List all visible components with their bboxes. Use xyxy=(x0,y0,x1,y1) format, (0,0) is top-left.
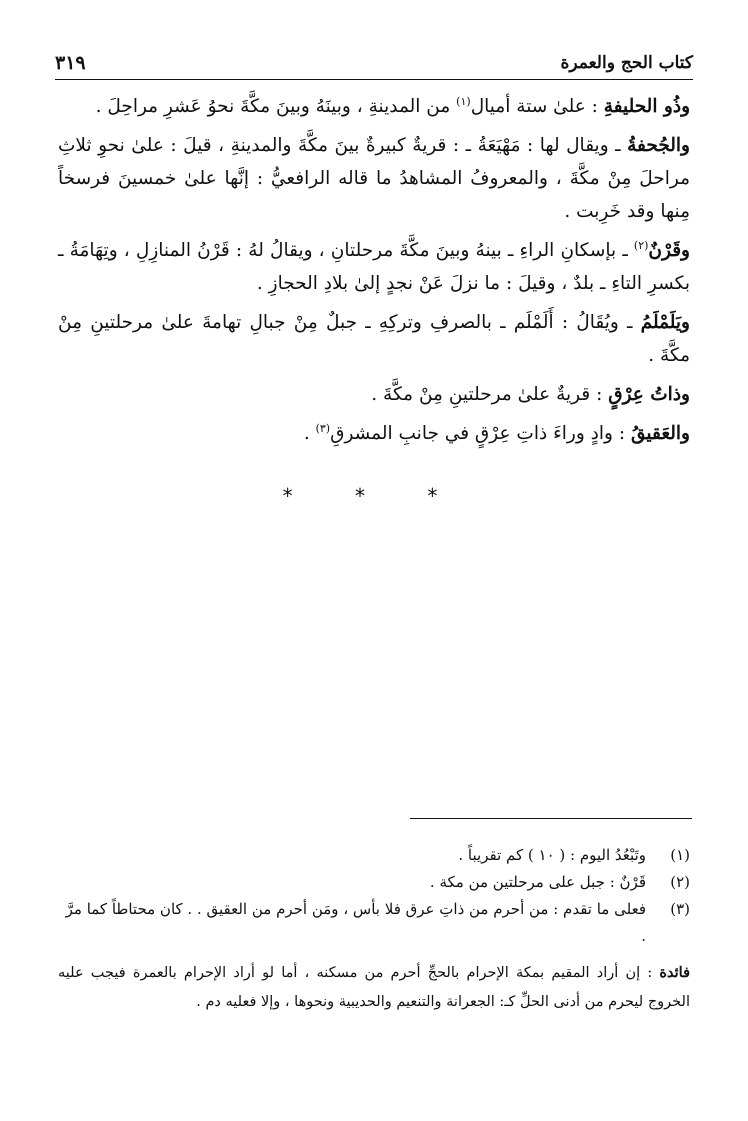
entry-qarn xyxy=(58,234,690,300)
page-number: ٣١٩ xyxy=(55,52,86,74)
entry-text: ـ بإسكانِ الراءِ ـ بينهُ وبينَ مكَّةَ مرحلتانِ ، ويقالُ لهُ : قَرْنُ المنازِلِ ، وتِهَامَةُ ـ بكسرِ التاءِ ـ بلدٌ ، وقيلَ : ما نزلَ عَنْ نجدٍ إلىٰ بلادِ الحجازِ . xyxy=(58,240,690,294)
main-text xyxy=(58,90,690,456)
footnote-number: (١) xyxy=(670,846,690,864)
entry-text: من المدينةِ ، وبينَهُ وبينَ مكَّةَ نحوُ عَشرِ مراحِلَ . xyxy=(95,96,457,117)
entry-dhul-hulayfa xyxy=(58,90,690,123)
footnote-number: (٣) xyxy=(670,900,690,918)
footnote-number: (٢) xyxy=(670,873,690,891)
footnote-ref[interactable]: (٣) xyxy=(315,421,331,435)
section-separator: * * * xyxy=(282,484,466,508)
footnote-item xyxy=(58,896,690,950)
entry-text: . xyxy=(303,423,316,444)
footnotes xyxy=(58,842,690,1032)
footnote-divider xyxy=(410,818,692,819)
footnote-ref[interactable]: (١) xyxy=(456,94,471,108)
benefit-note xyxy=(58,958,690,1017)
entry-term: والجُحفةُ xyxy=(627,135,690,156)
benefit-text: : إن أراد المقيم بمكة الإحرام بالحجِّ أحرم من مسكنه ، أما لو أراد الإحرام بالعمرة فيجب عليه الخروج ليحرم من أدنى الحلِّ كـ: الجعرانة والتنعيم والحديبية ونحوها ، وإلا فعليه دم . xyxy=(58,965,690,1010)
entry-text: ـ ويقال لها : مَهْيَعَةُ ـ : قريةٌ كبيرةٌ بينَ مكَّةَ والمدينةِ ، قيلَ : علىٰ نحوِ ثلاثِ مراحلَ مِنْ مكَّةَ ، والمعروفُ المشاهدُ ما قاله الرافعيُّ : إنَّها علىٰ خمسينَ فرسخاً مِنها وقد خَرِبت . xyxy=(58,135,690,222)
entry-term: وقَرْنٌ xyxy=(648,240,690,261)
footnote-text: فعلى ما تقدم : من أحرم من ذاتِ عرق فلا بأس ، ومَن أحرم من العقيق . . كان محتاطاً كما مرَّ . xyxy=(65,900,646,945)
entry-juhfa xyxy=(58,129,690,228)
benefit-label: فائدة xyxy=(659,964,690,981)
entry-text: : وادٍ وراءَ ذاتِ عِرْقٍ في جانبِ المشرقِ xyxy=(330,423,631,444)
entry-term: ويَلَمْلَمُ xyxy=(640,312,690,333)
entry-text: ـ ويُقَالُ : أَلَمْلَم ـ بالصرفِ وتركِهِ ـ جبلٌ مِنْ جبالِ تهامةَ علىٰ مرحلتينِ مِنْ مكَّةَ . xyxy=(58,312,690,366)
entry-yalamlam xyxy=(58,306,690,372)
page-header xyxy=(55,50,693,76)
entry-term: وذاتُ عِرْقٍ xyxy=(608,384,690,405)
footnote-ref[interactable]: (٢) xyxy=(633,238,649,252)
running-title: كتاب الحج والعمرة xyxy=(560,53,693,73)
footnote-item xyxy=(58,869,690,896)
entry-term: والعَقيقُ xyxy=(630,423,690,444)
entry-term: وذُو الحليفةِ xyxy=(603,96,690,117)
footnote-text: وتَبْعُدُ اليوم : ( ١٠ ) كم تقريباً . xyxy=(458,846,646,864)
entry-dhat-irq xyxy=(58,378,690,411)
footnote-text: قَرْنٌ : جبل على مرحلتين من مكة . xyxy=(429,873,646,891)
entry-text: : علىٰ ستة أميال xyxy=(470,96,604,117)
footnote-item xyxy=(58,842,690,869)
header-divider xyxy=(55,79,693,80)
entry-text: : قريةٌ علىٰ مرحلتينِ مِنْ مكَّةَ . xyxy=(371,384,609,405)
entry-aqiq xyxy=(58,417,690,450)
